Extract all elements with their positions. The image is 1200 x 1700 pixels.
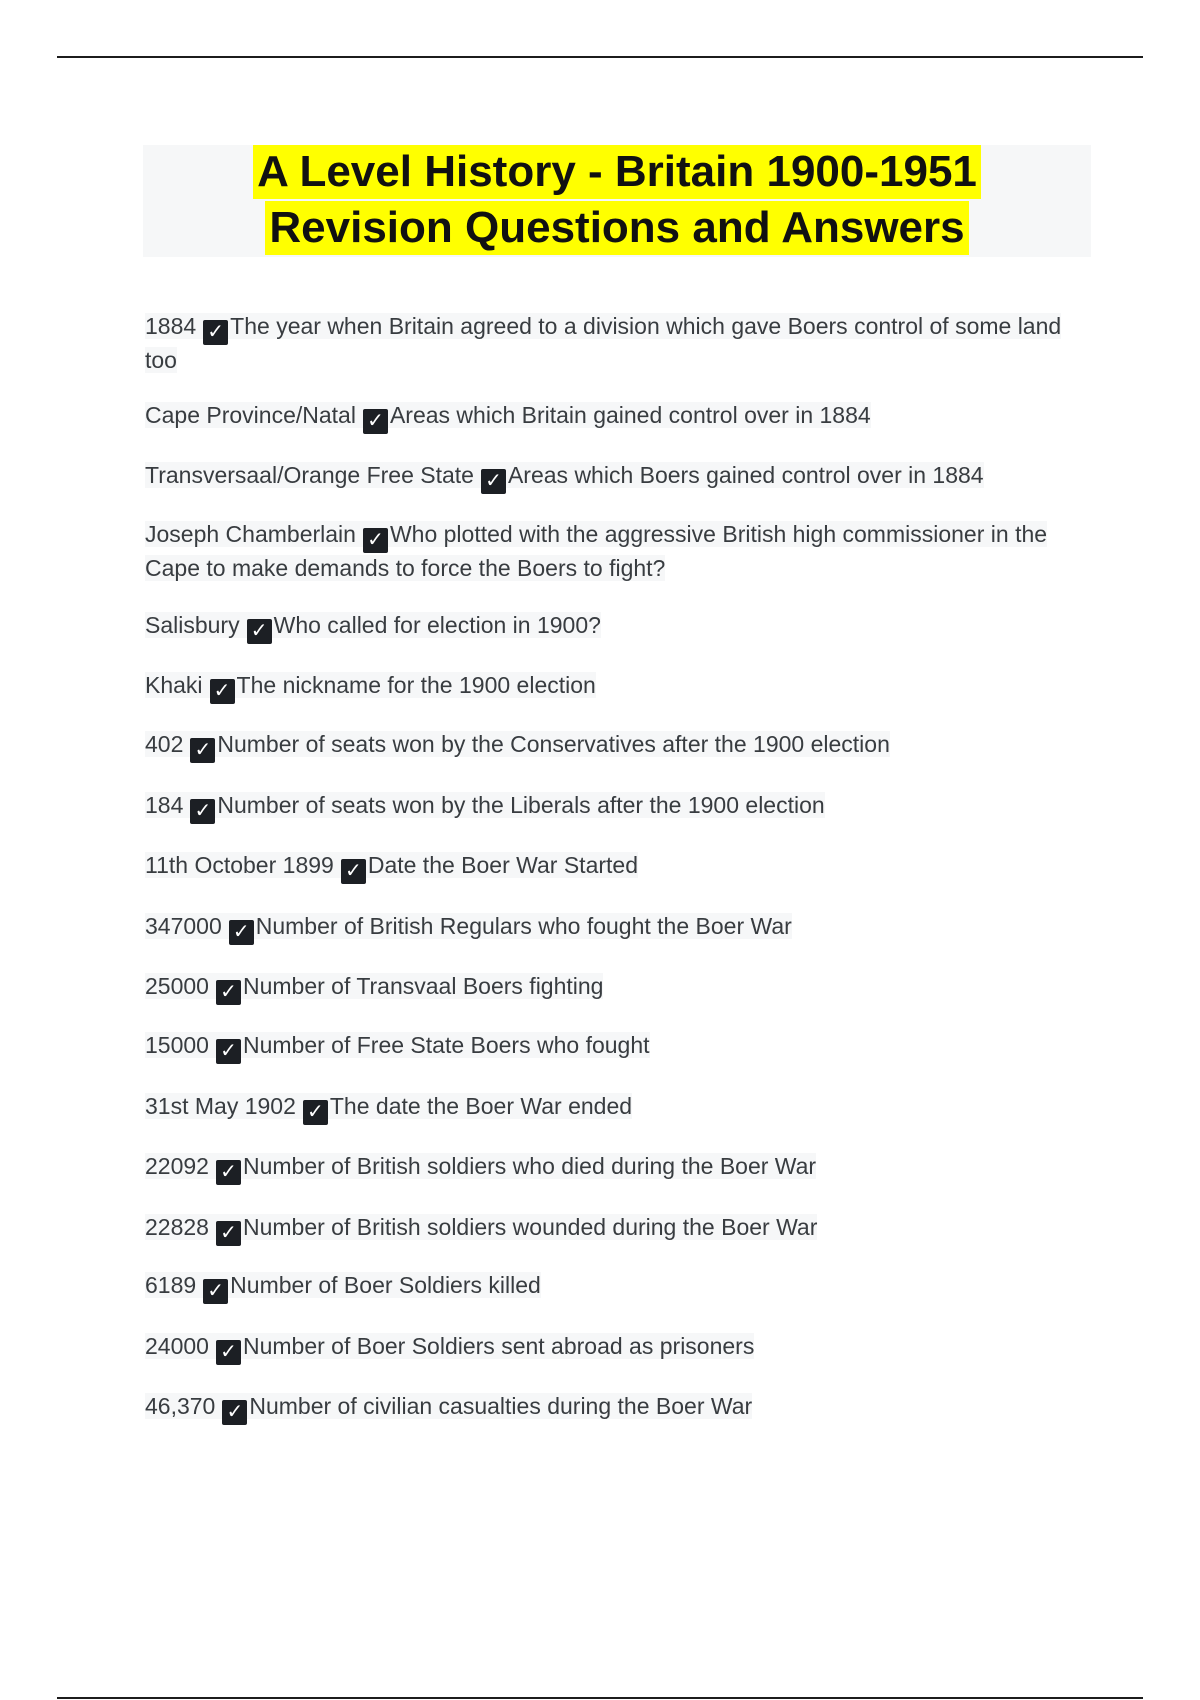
checkmark-icon: ✓	[363, 528, 388, 553]
checkmark-icon: ✓	[341, 859, 366, 884]
checkmark-icon: ✓	[203, 320, 228, 345]
checkmark-icon: ✓	[216, 1160, 241, 1185]
title-block	[143, 145, 1091, 257]
qa-item-highlight	[145, 612, 601, 642]
qa-term: 22828	[145, 1214, 209, 1240]
qa-item-highlight	[145, 313, 1061, 373]
qa-item-highlight	[145, 1153, 817, 1183]
qa-item	[145, 971, 1085, 1005]
qa-definition: Who called for election in 1900?	[273, 612, 601, 638]
qa-definition: Areas which Boers gained control over in 1884	[507, 462, 984, 488]
qa-definition: Who plotted with the aggressive British high commissioner in the Cape to make demands to force the Boers to fight?	[145, 521, 1048, 581]
checkmark-icon: ✓	[203, 1279, 228, 1304]
checkmark-icon: ✓	[247, 619, 272, 644]
qa-item	[145, 400, 1085, 434]
qa-item-highlight	[145, 1214, 818, 1244]
document-title-line-1: A Level History - Britain 1900-1951	[253, 145, 981, 199]
qa-definition: Areas which Britain gained control over in 1884	[389, 402, 871, 428]
qa-item	[145, 519, 1085, 584]
qa-term: Khaki	[145, 672, 203, 698]
qa-definition: Number of Boer Soldiers sent abroad as prisoners	[242, 1333, 755, 1359]
qa-item-highlight	[145, 1093, 633, 1123]
qa-term: 31st May 1902	[145, 1093, 296, 1119]
qa-definition: The nickname for the 1900 election	[236, 672, 596, 698]
qa-item	[145, 1391, 1085, 1425]
qa-item	[145, 1091, 1085, 1125]
qa-definition: Number of British soldiers wounded during the Boer War	[242, 1214, 818, 1240]
qa-term: 6189	[145, 1272, 197, 1298]
qa-term: Joseph Chamberlain	[145, 521, 356, 547]
qa-item-highlight	[145, 1272, 541, 1302]
qa-item-highlight	[145, 852, 638, 882]
qa-item	[145, 311, 1085, 376]
qa-term: 25000	[145, 973, 209, 999]
qa-item	[145, 460, 1085, 494]
checkmark-icon: ✓	[216, 1221, 241, 1246]
footer-rule	[57, 1697, 1143, 1699]
qa-item	[145, 790, 1085, 824]
checkmark-icon: ✓	[216, 980, 241, 1005]
qa-definition: Number of seats won by the Liberals after the 1900 election	[217, 792, 825, 818]
qa-term: Salisbury	[145, 612, 240, 638]
qa-item-highlight	[145, 1032, 650, 1062]
qa-item	[145, 1331, 1085, 1365]
qa-definition: Number of British soldiers who died during the Boer War	[242, 1153, 817, 1179]
qa-item-highlight	[145, 402, 871, 432]
qa-term: Transversaal/Orange Free State	[145, 462, 474, 488]
qa-definition: Number of Boer Soldiers killed	[230, 1272, 541, 1298]
qa-term: 22092	[145, 1153, 209, 1179]
qa-term: Cape Province/Natal	[145, 402, 356, 428]
qa-term: 15000	[145, 1032, 209, 1058]
qa-item	[145, 1151, 1085, 1185]
qa-term: 46,370	[145, 1393, 216, 1419]
qa-term: 347000	[145, 913, 222, 939]
qa-definition: Number of seats won by the Conservatives after the 1900 election	[217, 731, 890, 757]
qa-item-highlight	[145, 792, 825, 822]
qa-term: 402	[145, 731, 184, 757]
qa-item-highlight	[145, 973, 604, 1003]
qa-item-highlight	[145, 672, 596, 702]
qa-item	[145, 850, 1085, 884]
qa-item	[145, 729, 1085, 763]
checkmark-icon: ✓	[190, 799, 215, 824]
qa-definition: The date the Boer War ended	[329, 1093, 633, 1119]
checkmark-icon: ✓	[222, 1400, 247, 1425]
qa-item	[145, 610, 1085, 644]
document-title-line-2: Revision Questions and Answers	[265, 201, 968, 255]
header-rule	[57, 56, 1143, 58]
qa-definition: Number of Transvaal Boers fighting	[242, 973, 604, 999]
checkmark-icon: ✓	[303, 1100, 328, 1125]
qa-item	[145, 911, 1085, 945]
qa-item	[145, 670, 1085, 704]
qa-item	[145, 1030, 1085, 1064]
qa-item-highlight	[145, 913, 792, 943]
qa-term: 24000	[145, 1333, 209, 1359]
qa-item	[145, 1270, 1085, 1304]
qa-item-highlight	[145, 731, 890, 761]
qa-item-highlight	[145, 1333, 755, 1363]
checkmark-icon: ✓	[216, 1340, 241, 1365]
qa-item-highlight	[145, 521, 1047, 581]
qa-term: 1884	[145, 313, 197, 339]
qa-definition: The year when Britain agreed to a division which gave Boers control of some land too	[145, 313, 1062, 373]
checkmark-icon: ✓	[210, 679, 235, 704]
checkmark-icon: ✓	[190, 738, 215, 763]
qa-definition: Number of British Regulars who fought the Boer War	[255, 913, 792, 939]
checkmark-icon: ✓	[481, 469, 506, 494]
qa-term: 11th October 1899	[145, 852, 334, 878]
qa-term: 184	[145, 792, 184, 818]
qa-definition: Date the Boer War Started	[367, 852, 638, 878]
qa-item	[145, 1212, 1085, 1246]
checkmark-icon: ✓	[229, 920, 254, 945]
checkmark-icon: ✓	[216, 1039, 241, 1064]
qa-item-highlight	[145, 462, 984, 492]
qa-item-highlight	[145, 1393, 753, 1423]
checkmark-icon: ✓	[363, 409, 388, 434]
qa-definition: Number of civilian casualties during the Boer War	[249, 1393, 753, 1419]
qa-definition: Number of Free State Boers who fought	[242, 1032, 650, 1058]
